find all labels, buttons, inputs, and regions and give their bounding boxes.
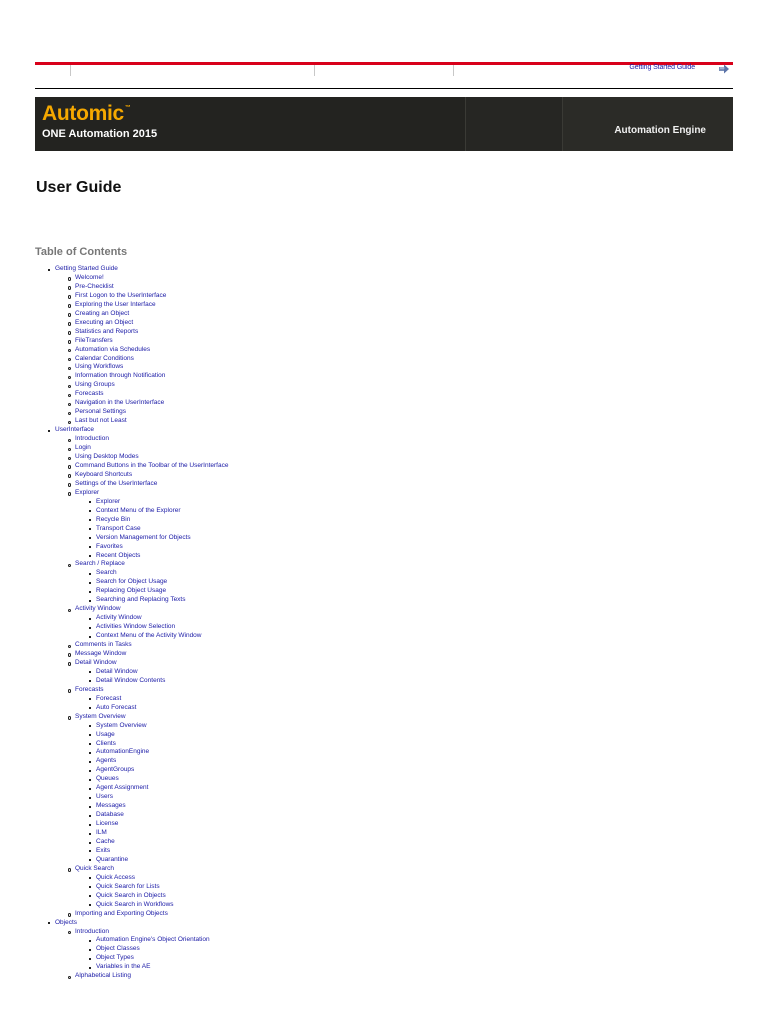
toc-link[interactable]: First Logon to the UserInterface [75,291,167,299]
bullet-icon [68,304,71,307]
bullet-icon [68,385,71,388]
toc-item [35,901,535,910]
toc-link[interactable]: Database [96,811,124,819]
bullet-icon [89,859,91,861]
bullet-icon [89,555,91,557]
toc-link[interactable]: System Overview [75,712,126,720]
toc-item [35,650,535,659]
toc-link[interactable]: Activities Window Selection [96,623,176,631]
toc-item [35,525,535,534]
toc-link[interactable]: Exploring the User Interface [75,300,156,308]
toc-link[interactable]: Quick Access [96,873,136,881]
bullet-icon [89,627,91,629]
product-name: ONE Automation 2015 [42,128,158,140]
toc-link[interactable]: Search / Replace [75,560,125,568]
toc-link[interactable]: Version Management for Objects [96,533,191,541]
bullet-icon [89,797,91,799]
toc-item [35,265,535,274]
header-divider [35,88,733,89]
bullet-icon [89,510,91,512]
bullet-icon [89,761,91,763]
toc-link[interactable]: Comments in Tasks [75,641,132,649]
bullet-icon [89,967,91,969]
bullet-icon [68,403,71,406]
bullet-icon [68,358,71,361]
toc-item [35,838,535,847]
toc-link[interactable]: Users [96,793,113,801]
bullet-icon [89,770,91,772]
toc-link[interactable]: AgentGroups [96,766,135,774]
toc-item [35,820,535,829]
toc-link[interactable]: Cache [96,838,115,845]
toc-link[interactable]: Agents [96,757,117,765]
toc-item [35,435,535,444]
toc-item [35,892,535,901]
toc-item [35,659,535,668]
toc-link[interactable]: Command Buttons in the Toolbar of the UserInterface [75,461,229,469]
toc-link[interactable]: Last but not Least [75,417,127,425]
bullet-icon [89,582,91,584]
bullet-icon [68,457,71,460]
toc-item [35,507,535,516]
bullet-icon [89,788,91,790]
toc-item [35,346,535,355]
bullet-icon [89,833,91,835]
toc-item [35,963,535,972]
module-name: Automation Engine [614,125,706,136]
bullet-icon [89,725,91,727]
toc-link[interactable]: Explorer [75,488,100,496]
toc-item [35,605,535,614]
toc-link[interactable]: Context Menu of the Activity Window [96,632,202,640]
toc-link[interactable]: Automation Engine's Object Orientation [96,936,210,944]
toc-link[interactable]: Quarantine [96,855,129,863]
toc-item [35,919,535,928]
toc-item [35,722,535,731]
bullet-icon [68,492,71,495]
toc-item [35,444,535,453]
toc-link[interactable]: ILM [96,829,107,837]
toc-link[interactable]: Creating an Object [75,309,130,317]
toc-link[interactable]: Messages [96,802,126,810]
bullet-icon [89,501,91,503]
toc-item [35,704,535,713]
toc-item [35,587,535,596]
toc-item [35,936,535,945]
bullet-icon [68,662,71,665]
bullet-icon [89,519,91,521]
bullet-icon [89,546,91,548]
toc-link[interactable]: Exits [96,846,111,854]
toc-link[interactable]: Quick Search for Lists [96,882,160,890]
top-navigation-bar [35,62,733,76]
bullet-icon [68,295,71,298]
toc-item [35,695,535,704]
toc-item [35,856,535,865]
toc-item [35,480,535,489]
toc-item [35,748,535,757]
toc-item [35,614,535,623]
bullet-icon [89,537,91,539]
toc-link[interactable]: Replacing Object Usage [96,587,167,595]
toc-item [35,363,535,372]
toc-link[interactable]: Navigation in the UserInterface [75,399,165,407]
toc-link[interactable]: Login [75,444,91,452]
toc-link[interactable]: Objects [55,918,78,926]
toc-link[interactable]: Explorer [96,497,121,505]
bullet-icon [68,340,71,343]
toc-item [35,372,535,381]
toc-heading: Table of Contents [35,246,128,258]
toc-link[interactable]: Quick Search in Workflows [96,900,174,908]
toc-link[interactable]: Alphabetical Listing [75,972,132,980]
bullet-icon [68,976,71,979]
toc-link[interactable]: Usage [96,730,115,738]
bullet-icon [89,904,91,906]
toc-item [35,489,535,498]
toc-item [35,301,535,310]
toc-link[interactable]: Keyboard Shortcuts [75,470,133,478]
bullet-icon [89,573,91,575]
toc-item [35,381,535,390]
toc-item [35,283,535,292]
bullet-icon [89,671,91,673]
bullet-icon [89,886,91,888]
bullet-icon [89,707,91,709]
bullet-icon [89,528,91,530]
toc-item [35,274,535,283]
page-title: User Guide [36,179,122,196]
toc-link[interactable]: Introduction [75,435,109,443]
toc-link[interactable]: Statistics and Reports [75,327,139,335]
bullet-icon [89,842,91,844]
toc-link[interactable]: Context Menu of the Explorer [96,506,181,514]
toc-link[interactable]: Agent Assignment [96,784,149,792]
toc-link[interactable]: Activity Window [96,614,142,622]
bullet-icon [68,931,71,934]
toc-link[interactable]: Automation via Schedules [75,345,151,353]
bullet-icon [89,734,91,736]
bullet-icon [89,743,91,745]
toc-item [35,829,535,838]
product-banner [35,97,733,151]
toc-item [35,578,535,587]
toc-item [35,596,535,605]
banner-panel [465,97,563,151]
toc-item [35,865,535,874]
bullet-icon [68,313,71,316]
accent-rule [35,62,733,65]
toc-item [35,910,535,919]
bullet-icon [68,474,71,477]
toc-item [35,641,535,650]
bullet-icon [89,680,91,682]
bullet-icon [68,483,71,486]
toc-link[interactable]: Settings of the UserInterface [75,479,158,487]
toc-item [35,686,535,695]
bullet-icon [68,448,71,451]
bullet-icon [68,286,71,289]
toc-link[interactable]: Searching and Replacing Texts [96,596,186,604]
next-page-icon[interactable] [718,63,730,75]
toc-item [35,740,535,749]
toc-link[interactable]: Favorites [96,542,123,550]
toc-list [35,265,535,981]
toc-link[interactable]: Executing an Object [75,318,134,326]
toc-link[interactable]: Welcome! [75,273,104,281]
toc-link[interactable]: Detail Window Contents [96,676,166,684]
toc-item [35,757,535,766]
bullet-icon [89,824,91,826]
toc-link[interactable]: UserInterface [55,426,95,434]
toc-link[interactable]: Queues [96,775,119,783]
bullet-icon [68,349,71,352]
nav-cell-divider [314,65,315,76]
toc-item [35,623,535,632]
toc-item [35,775,535,784]
toc-link[interactable]: Forecasts [75,685,104,693]
bullet-icon [48,269,50,271]
toc-item [35,928,535,937]
bullet-icon [68,412,71,415]
toc-link[interactable]: Recent Objects [96,551,141,559]
toc-item [35,945,535,954]
toc-link[interactable]: Forecasts [75,390,104,398]
toc-link[interactable]: FileTransfers [75,336,113,344]
bullet-icon [68,394,71,397]
table-of-contents [35,265,535,981]
bullet-icon [68,331,71,334]
brand-logo [42,102,131,126]
toc-link[interactable]: Getting Started Guide [55,265,118,272]
banner-panel [562,97,733,151]
bullet-icon [68,277,71,280]
bullet-icon [89,779,91,781]
toc-link[interactable]: Detail Window [96,667,138,675]
toc-link[interactable]: Quick Search [75,864,115,872]
bullet-icon [68,367,71,370]
bullet-icon [89,850,91,852]
toc-item [35,972,535,981]
toc-item [35,471,535,480]
toc-item [35,516,535,525]
toc-item [35,399,535,408]
toc-item [35,292,535,301]
toc-item [35,534,535,543]
toc-item [35,847,535,856]
bullet-icon [68,653,71,656]
toc-item [35,802,535,811]
toc-link[interactable]: Transport Case [96,524,141,532]
toc-link[interactable]: Importing and Exporting Objects [75,909,168,917]
bullet-icon [89,752,91,754]
toc-link[interactable]: Variables in the AE [96,963,151,971]
toc-item [35,811,535,820]
bullet-icon [89,618,91,620]
nav-cell-divider [70,65,71,76]
bullet-icon [68,913,71,916]
toc-item [35,954,535,963]
bullet-icon [68,322,71,325]
toc-link[interactable]: System Overview [96,721,147,729]
bullet-icon [89,815,91,817]
bullet-icon [68,609,71,612]
toc-item [35,310,535,319]
toc-item [35,426,535,435]
toc-link[interactable]: Quick Search in Objects [96,891,166,899]
bullet-icon [68,421,71,424]
bullet-icon [89,949,91,951]
toc-item [35,319,535,328]
toc-item [35,883,535,892]
toc-link[interactable]: Personal Settings [75,408,126,416]
bullet-icon [68,465,71,468]
toc-item [35,462,535,471]
bullet-icon [68,439,71,442]
toc-link[interactable]: Information through Notification [75,372,166,380]
bullet-icon [48,430,50,432]
toc-link[interactable]: Using Workflows [75,363,124,371]
toc-item [35,337,535,346]
next-chapter-link[interactable]: Getting Started Guide [629,64,695,71]
bullet-icon [89,958,91,960]
toc-link[interactable]: Pre-Checklist [75,282,114,290]
bullet-icon [68,689,71,692]
toc-item [35,632,535,641]
bullet-icon [89,636,91,638]
bullet-icon [89,940,91,942]
toc-link[interactable]: Object Classes [96,945,140,953]
toc-link[interactable]: Message Window [75,649,127,657]
toc-item [35,793,535,802]
toc-item [35,390,535,399]
toc-link[interactable]: Activity Window [75,605,121,613]
toc-link[interactable]: Detail Window [75,658,117,666]
toc-item [35,766,535,775]
toc-item [35,668,535,677]
brand-name: Automic [42,102,124,125]
bullet-icon [68,716,71,719]
toc-link[interactable]: Clients [96,739,116,747]
toc-link[interactable]: AutomationEngine [96,748,150,756]
toc-link[interactable]: Using Desktop Modes [75,453,139,461]
nav-cell-divider [453,65,454,76]
bullet-icon [89,591,91,593]
toc-link[interactable]: Using Groups [75,381,115,389]
toc-item [35,713,535,722]
toc-link[interactable]: Search [96,569,117,577]
bullet-icon [89,806,91,808]
trademark-symbol: ™ [124,105,131,111]
toc-item [35,417,535,426]
toc-item [35,874,535,883]
toc-item [35,569,535,578]
toc-link[interactable]: Calendar Conditions [75,354,134,362]
toc-item [35,498,535,507]
bullet-icon [89,600,91,602]
toc-link[interactable]: Object Types [96,954,134,962]
toc-link[interactable]: Recycle Bin [96,515,131,523]
toc-item [35,328,535,337]
toc-item [35,355,535,364]
bullet-icon [68,868,71,871]
bullet-icon [89,877,91,879]
toc-item [35,784,535,793]
toc-item [35,543,535,552]
toc-item [35,408,535,417]
bullet-icon [68,564,71,567]
toc-item [35,560,535,569]
toc-item [35,552,535,561]
toc-item [35,731,535,740]
bullet-icon [68,645,71,648]
bullet-icon [89,895,91,897]
toc-link[interactable]: Forecast [96,694,122,702]
toc-link[interactable]: Introduction [75,927,109,935]
toc-item [35,453,535,462]
toc-item [35,677,535,686]
bullet-icon [89,698,91,700]
toc-link[interactable]: License [96,820,119,828]
bullet-icon [48,922,50,924]
toc-link[interactable]: Auto Forecast [96,703,137,711]
bullet-icon [68,376,71,379]
toc-link[interactable]: Search for Object Usage [96,578,168,586]
